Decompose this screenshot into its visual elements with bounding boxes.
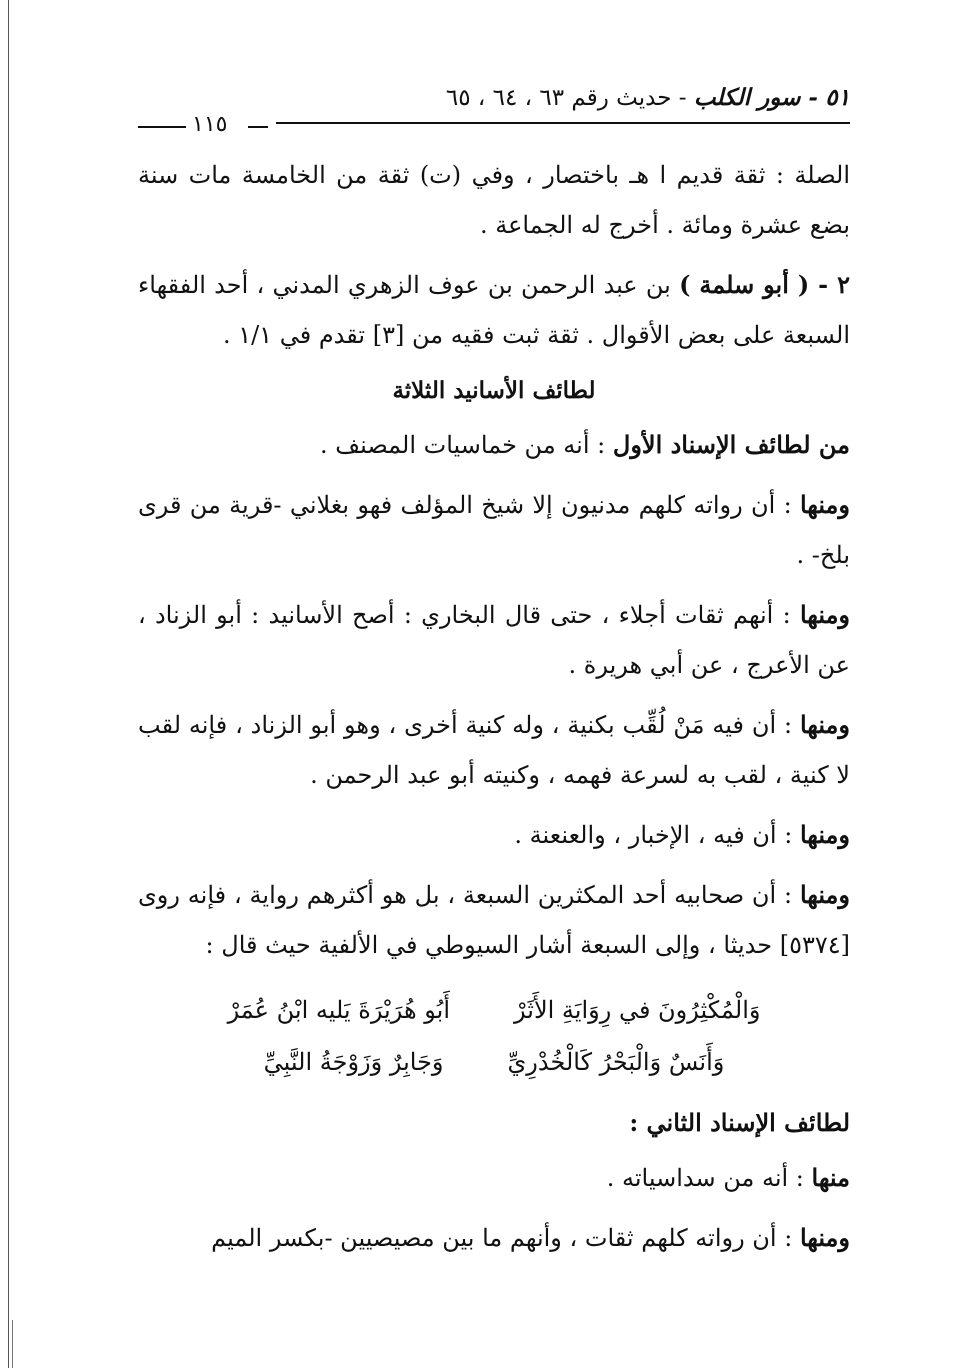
lataif-item: ومنها : أن فيه ، الإخبار ، والعنعنة . [514,820,850,849]
header-rule [276,122,850,124]
page-number-dash-left [138,126,186,128]
poem-verse [138,984,850,1036]
lataif-item: من لطائف الإسناد الأول : أنه من خماسيات المصنف . [320,430,850,459]
section-heading: لطائف الأسانيد الثلاثة [392,377,596,404]
page-edge-line [8,0,9,1368]
running-title: ٥١ - سور الكلب - حديث رقم ٦٣ ، ٦٤ ، ٦٥ [445,84,850,111]
page-number-dash-right [248,126,268,128]
chapter-title: سور الكلب [693,84,801,111]
page-number-block [138,112,268,142]
verse-second-hemistich: أَبُو هُرَيْرَةَ يَليه ابْنُ عُمَرْ [227,996,451,1024]
poem-verses [138,984,850,1088]
page-body [138,150,850,1270]
paragraph-salah: الصلة : ثقة قديم ا هـ باختصار ، وفي (ت) ثقة من الخامسة مات سنة بضع عشرة ومائة . أخرج له الجماعة . [138,161,850,239]
page-number: ١١٥ [192,112,228,137]
lataif-item: ومنها : أنهم ثقات أجلاء ، حتى قال البخاري : أصح الأسانيد : أبو الزناد ، عن الأعرج ، عن أبي هريرة . [138,600,851,679]
lataif-item: ومنها : أن فيه مَنْ لُقِّب بكنية ، وله كنية أخرى ، وهو أبو الزناد ، فإنه لقب لا كنية ، لقب به لسرعة فهمه ، وكنيته أبو عبد الرحمن . [138,710,850,789]
hadith-reference: حديث رقم ٦٣ ، ٦٤ ، ٦٥ [445,85,672,111]
poem-verse [138,1036,850,1088]
narrator-label: ٢ - ( أبو سلمة ) [679,270,850,299]
verse-first-hemistich: وَالْمُكْثِرُونَ في رِوَايَةِ الأَثَرْ [514,996,761,1024]
lataif-item: ومنها : أن رواته كلهم مدنيون إلا شيخ المؤلف فهو بغلاني -قرية من قرى بلخ- . [138,490,850,569]
lataif-item: منها : أنه من سداسياته . [606,1163,850,1192]
lataif-item: ومنها : أن صحابيه أحد المكثرين السبعة ، بل هو أكثرهم رواية ، فإنه روى [٥٣٧٤] حديثا ، وإلى السبعة أشار السيوطي في الألفية حيث قال : [138,880,850,959]
verse-first-hemistich: وَأَنَسٌ وَالْبَحْرُ كَالْخُدْرِيِّ [507,1048,725,1076]
chapter-number: ٥١ [825,84,850,111]
paragraph-abu-salamah: ٢ - ( أبو سلمة ) بن عبد الرحمن بن عوف الزهري المدني ، أحد الفقهاء السبعة على بعض الأقوال . ثقة ثبت فقيه من [٣] تقدم في ١/١ . [138,270,850,349]
lataif-item: ومنها : أن رواته كلهم ثقات ، وأنهم ما بين مصيصيين -بكسر الميم [211,1223,850,1252]
page-edge-line-bottom [12,1320,13,1368]
second-isnad-heading: لطائف الإسناد الثاني : [629,1108,850,1137]
verse-second-hemistich: وَجَابِرٌ وَزَوْجَةُ النَّبِيِّ [263,1048,444,1076]
